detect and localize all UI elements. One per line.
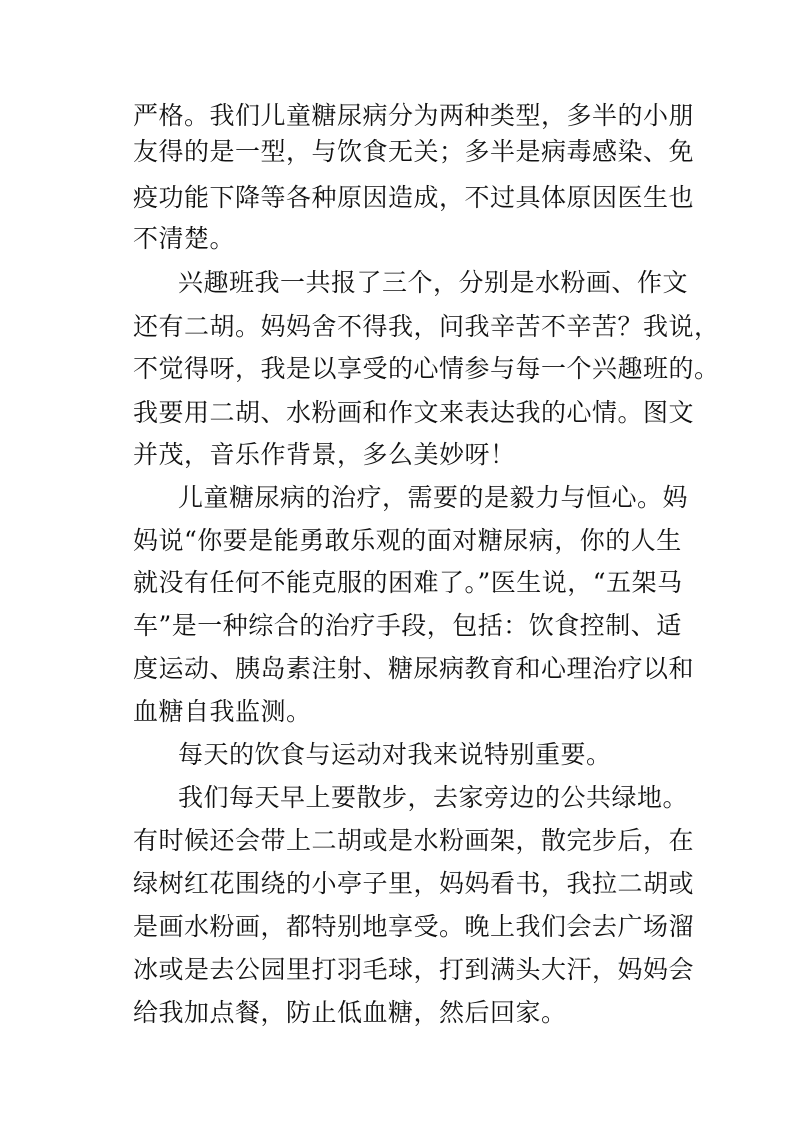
- text-line: 血糖自我监测。: [133, 697, 312, 726]
- text-line: 不清楚。: [133, 224, 236, 253]
- text-line: 冰或是去公园里打羽毛球，打到满头大汗，妈妈会: [133, 955, 695, 984]
- text-line: 车”是一种综合的治疗手段，包括：饮食控制、适: [133, 611, 682, 640]
- text-line: 严格。我们儿童糖尿病分为两种类型，多半的小朋: [133, 101, 695, 130]
- text-line: 还有二胡。妈妈舍不得我，问我辛苦不辛苦？我说，: [133, 312, 720, 341]
- text-line: 我要用二胡、水粉画和作文来表达我的心情。图文: [133, 398, 695, 427]
- text-line: 不觉得呀，我是以享受的心情参与每一个兴趣班的。: [133, 354, 720, 383]
- text-line: 有时候还会带上二胡或是水粉画架，散完步后，在: [133, 826, 695, 855]
- text-line: 每天的饮食与运动对我来说特别重要。: [178, 740, 612, 769]
- text-line: 妈说“你要是能勇敢乐观的面对糖尿病，你的人生: [133, 526, 682, 555]
- text-line: 绿树红花围绕的小亭子里，妈妈看书，我拉二胡或: [133, 869, 695, 898]
- text-line: 并茂，音乐作背景，多么美妙呀！: [133, 440, 516, 469]
- text-line: 是画水粉画，都特别地享受。晚上我们会去广场溜: [133, 912, 695, 941]
- text-line: 疫功能下降等各种原因造成，不过具体原因医生也: [133, 183, 695, 212]
- text-line: 儿童糖尿病的治疗，需要的是毅力与恒心。妈: [178, 483, 689, 512]
- text-line: 我们每天早上要散步，去家旁边的公共绿地。: [178, 783, 689, 812]
- text-line: 度运动、胰岛素注射、糖尿病教育和心理治疗以和: [133, 654, 695, 683]
- text-line: 给我加点餐，防止低血糖，然后回家。: [133, 998, 567, 1027]
- text-line: 兴趣班我一共报了三个，分别是水粉画、作文: [178, 268, 689, 297]
- text-line: 友得的是一型，与饮食无关；多半是病毒感染、免: [133, 137, 695, 166]
- text-line: 就没有任何不能克服的困难了。”医生说，“五架马: [133, 568, 683, 597]
